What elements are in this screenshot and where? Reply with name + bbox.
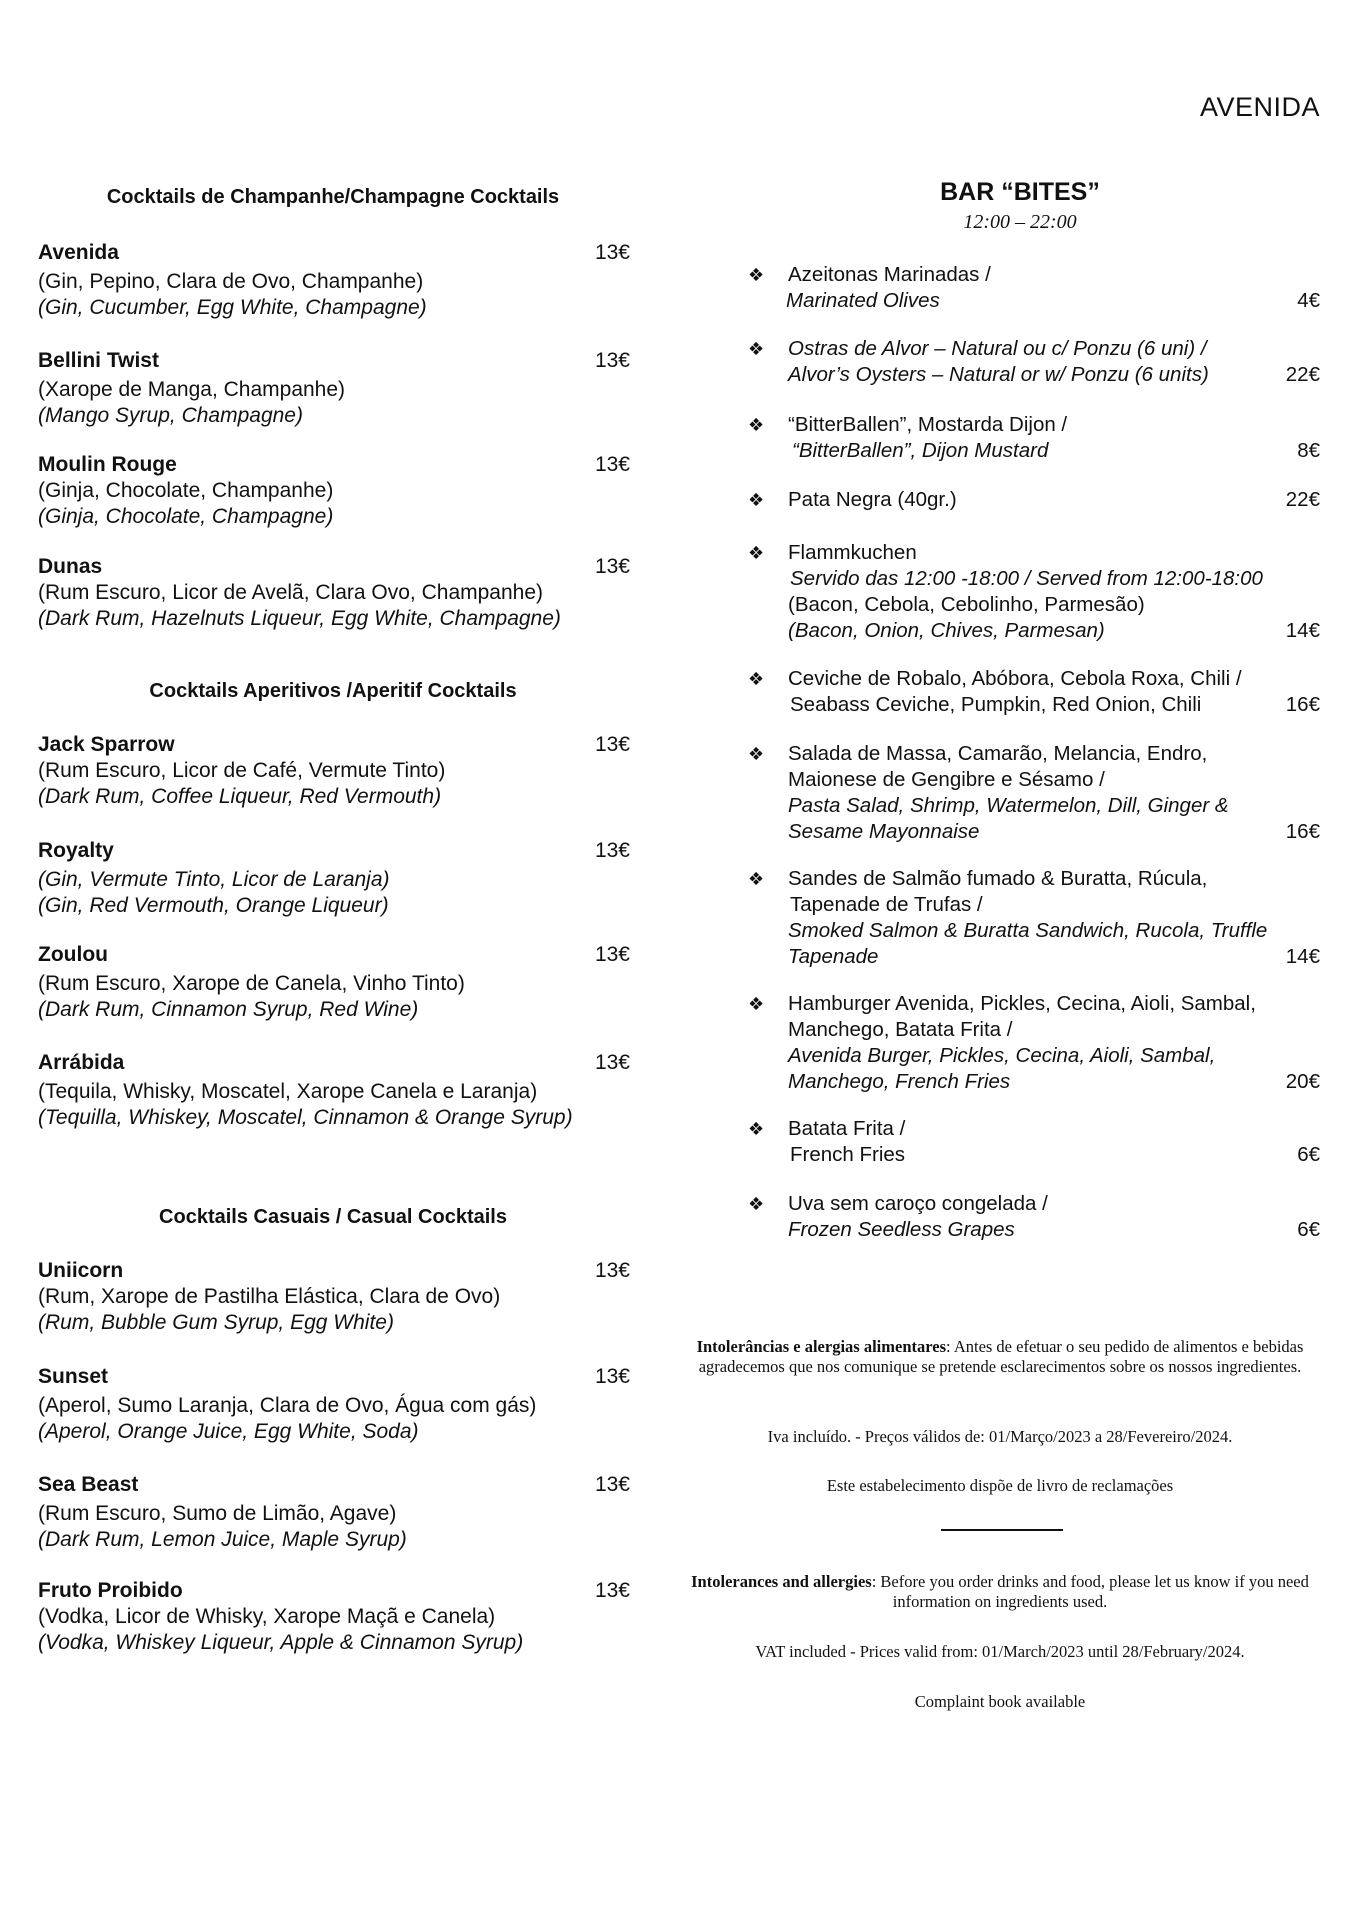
cocktail-price: 13€ xyxy=(594,1051,630,1074)
cocktail-name: Zoulou xyxy=(38,943,108,966)
cocktail-ingredients-en: (Mango Syrup, Champagne) xyxy=(38,404,303,427)
cocktail-item xyxy=(38,838,638,919)
bite-line: Servido das 12:00 -18:00 / Served from 12:00-18:00 xyxy=(790,567,1263,590)
cocktail-ingredients-pt: (Vodka, Licor de Whisky, Xarope Maçã e Canela) xyxy=(38,1605,496,1628)
section-title: Cocktails de Champanhe/Champagne Cocktails xyxy=(106,186,560,208)
bite-price: 14€ xyxy=(1285,945,1320,968)
cocktail-ingredients-pt: (Ginja, Chocolate, Champanhe) xyxy=(38,479,334,502)
bite-line: Manchego, Batata Frita / xyxy=(788,1018,1013,1041)
bite-line: Azeitonas Marinadas / xyxy=(788,263,991,286)
cocktail-ingredients-en: (Vodka, Whiskey Liqueur, Apple & Cinnamon Syrup) xyxy=(38,1631,524,1654)
bite-line: “BitterBallen”, Mostarda Dijon / xyxy=(788,413,1068,436)
cocktail-item xyxy=(38,554,638,632)
bite-price: 14€ xyxy=(1285,619,1320,642)
bite-price: 20€ xyxy=(1285,1070,1320,1093)
cocktail-ingredients-pt: (Gin, Pepino, Clara de Ovo, Champanhe) xyxy=(38,270,424,293)
cocktail-section xyxy=(38,1206,638,1654)
bite-line: Hamburger Avenida, Pickles, Cecina, Aioli, Sambal, xyxy=(788,992,1256,1015)
cocktail-ingredients-en: (Dark Rum, Hazelnuts Liqueur, Egg White, Champagne) xyxy=(38,607,561,630)
cocktail-ingredients-en: (Dark Rum, Coffee Liqueur, Red Vermouth) xyxy=(38,785,442,808)
bullet-icon: ❖ xyxy=(748,994,765,1014)
cocktail-section xyxy=(38,186,638,630)
bite-item xyxy=(680,741,1320,845)
bite-item xyxy=(680,336,1320,388)
bite-line: (Bacon, Cebola, Cebolinho, Parmesão) xyxy=(788,593,1145,616)
cocktail-name: Uniicorn xyxy=(38,1259,124,1282)
cocktail-item xyxy=(38,1364,638,1445)
pt-allergy-heading: Intolerâncias e alergias alimentares xyxy=(696,1337,947,1356)
cocktail-ingredients-en: (Dark Rum, Lemon Juice, Maple Syrup) xyxy=(38,1528,407,1551)
bite-item xyxy=(680,262,1320,314)
cocktail-item xyxy=(38,1050,658,1131)
bite-item xyxy=(680,412,1320,464)
cocktail-price: 13€ xyxy=(594,733,630,756)
cocktail-item xyxy=(38,1258,638,1336)
bite-item xyxy=(680,866,1320,970)
bite-price: 6€ xyxy=(1297,1143,1320,1166)
cocktail-item xyxy=(38,452,638,530)
cocktail-ingredients-en: (Rum, Bubble Gum Syrup, Egg White) xyxy=(38,1311,394,1334)
bite-line: Manchego, French Fries xyxy=(788,1070,1011,1093)
bite-line: Marinated Olives xyxy=(786,289,940,312)
cocktail-item xyxy=(38,732,638,810)
bite-price: 6€ xyxy=(1297,1218,1320,1241)
en-vat-note: VAT included - Prices valid from: 01/March/2023 until 28/February/2024. xyxy=(755,1642,1245,1661)
cocktail-ingredients-en: (Gin, Cucumber, Egg White, Champagne) xyxy=(38,296,427,319)
bullet-icon: ❖ xyxy=(748,744,765,764)
cocktail-price: 13€ xyxy=(594,349,630,372)
cocktail-name: Fruto Proibido xyxy=(38,1579,183,1602)
bullet-icon: ❖ xyxy=(748,869,765,889)
en-allergy-note xyxy=(680,1572,1320,1612)
bite-item xyxy=(680,487,1320,513)
cocktail-name: Moulin Rouge xyxy=(38,453,177,476)
pt-allergy-note xyxy=(680,1337,1320,1377)
bite-price: 16€ xyxy=(1285,820,1320,843)
bullet-icon: ❖ xyxy=(748,490,765,510)
notes-divider xyxy=(941,1529,1063,1531)
cocktail-price: 13€ xyxy=(594,1259,630,1282)
cocktail-price: 13€ xyxy=(594,241,630,264)
cocktail-ingredients-pt: (Aperol, Sumo Laranja, Clara de Ovo, Água com gás) xyxy=(38,1394,537,1417)
bite-price: 22€ xyxy=(1285,488,1320,511)
cocktail-ingredients-pt: (Tequila, Whisky, Moscatel, Xarope Canela e Laranja) xyxy=(38,1080,538,1103)
bar-bites-column xyxy=(680,178,1320,1241)
cocktail-ingredients-pt: (Rum Escuro, Xarope de Canela, Vinho Tinto) xyxy=(38,972,465,995)
bite-line: Seabass Ceviche, Pumpkin, Red Onion, Chili xyxy=(790,693,1202,716)
cocktail-ingredients-pt: (Rum Escuro, Sumo de Limão, Agave) xyxy=(38,1502,397,1525)
cocktail-ingredients-pt: (Rum Escuro, Licor de Avelã, Clara Ovo, Champanhe) xyxy=(38,581,544,604)
bullet-icon: ❖ xyxy=(748,543,765,563)
cocktail-name: Avenida xyxy=(38,241,119,264)
bite-line: Flammkuchen xyxy=(788,541,917,564)
cocktail-ingredients-pt: (Xarope de Manga, Champanhe) xyxy=(38,378,346,401)
cocktail-name: Jack Sparrow xyxy=(38,733,175,756)
bite-item xyxy=(680,540,1320,644)
section-title: Cocktails Casuais / Casual Cocktails xyxy=(159,1206,507,1228)
cocktail-ingredients-en: (Aperol, Orange Juice, Egg White, Soda) xyxy=(38,1420,419,1443)
cocktail-name: Sea Beast xyxy=(38,1473,139,1496)
bullet-icon: ❖ xyxy=(748,669,765,689)
bite-price: 4€ xyxy=(1297,289,1320,312)
bite-line: Maionese de Gengibre e Sésamo / xyxy=(788,768,1105,791)
cocktail-ingredients-en: (Tequilla, Whiskey, Moscatel, Cinnamon & Orange Syrup) xyxy=(38,1106,573,1129)
bite-item xyxy=(680,1191,1320,1243)
bite-item xyxy=(680,666,1320,718)
bite-line: Ceviche de Robalo, Abóbora, Cebola Roxa, Chili / xyxy=(788,667,1242,690)
cocktail-item xyxy=(38,1578,638,1656)
bar-bites-title: BAR “BITES” xyxy=(940,178,1100,206)
cocktail-ingredients-pt: (Rum Escuro, Licor de Café, Vermute Tinto) xyxy=(38,759,446,782)
pt-vat-note: Iva incluído. - Preços válidos de: 01/Março/2023 a 28/Fevereiro/2024. xyxy=(767,1427,1233,1446)
cocktail-price: 13€ xyxy=(594,1473,630,1496)
bullet-icon: ❖ xyxy=(748,1194,765,1214)
cocktail-price: 13€ xyxy=(594,453,630,476)
pt-complaint-note: Este estabelecimento dispõe de livro de reclamações xyxy=(826,1476,1174,1495)
cocktail-item xyxy=(38,942,638,1023)
en-allergy-heading: Intolerances and allergies xyxy=(691,1572,872,1591)
cocktail-ingredients-en: (Ginja, Chocolate, Champagne) xyxy=(38,505,334,528)
cocktail-price: 13€ xyxy=(594,1579,630,1602)
cocktail-name: Dunas xyxy=(38,555,103,578)
bite-line: Sesame Mayonnaise xyxy=(788,820,980,843)
bite-line: Tapenade de Trufas / xyxy=(790,893,983,916)
section-title: Cocktails Aperitivos /Aperitif Cocktails xyxy=(149,680,517,702)
bullet-icon: ❖ xyxy=(748,339,765,359)
cocktail-item xyxy=(38,348,638,429)
bite-price: 16€ xyxy=(1285,693,1320,716)
bite-line: Pata Negra (40gr.) xyxy=(788,488,957,511)
bite-line: Frozen Seedless Grapes xyxy=(788,1218,1015,1241)
bite-item xyxy=(680,991,1320,1095)
cocktail-ingredients-pt: (Gin, Vermute Tinto, Licor de Laranja) xyxy=(38,868,390,891)
cocktail-name: Bellini Twist xyxy=(38,349,159,372)
bite-line: Tapenade xyxy=(788,945,879,968)
bite-line: Uva sem caroço congelada / xyxy=(788,1192,1048,1215)
bite-line: Smoked Salmon & Buratta Sandwich, Rucola, Truffle xyxy=(788,919,1268,942)
en-complaint-note: Complaint book available xyxy=(914,1692,1086,1711)
bite-line: French Fries xyxy=(790,1143,906,1166)
bite-line: Salada de Massa, Camarão, Melancia, Endro, xyxy=(788,742,1208,765)
cocktail-price: 13€ xyxy=(594,839,630,862)
cocktail-name: Sunset xyxy=(38,1365,109,1388)
bite-line: Sandes de Salmão fumado & Buratta, Rúcula, xyxy=(788,867,1208,890)
cocktail-item xyxy=(38,240,638,321)
bite-line: Alvor’s Oysters – Natural or w/ Ponzu (6 units) xyxy=(788,363,1209,386)
bite-price: 8€ xyxy=(1297,439,1320,462)
cocktail-name: Arrábida xyxy=(38,1051,125,1074)
bite-price: 22€ xyxy=(1285,363,1320,386)
bite-line: Avenida Burger, Pickles, Cecina, Aioli, Sambal, xyxy=(788,1044,1216,1067)
bullet-icon: ❖ xyxy=(748,1119,765,1139)
cocktail-name: Royalty xyxy=(38,839,114,862)
bite-line: Pasta Salad, Shrimp, Watermelon, Dill, Ginger & xyxy=(788,794,1229,817)
bite-item xyxy=(680,1116,1320,1168)
bite-line: Batata Frita / xyxy=(788,1117,906,1140)
cocktail-section xyxy=(38,680,638,1129)
cocktail-price: 13€ xyxy=(594,943,630,966)
bullet-icon: ❖ xyxy=(748,415,765,435)
cocktail-item xyxy=(38,1472,638,1553)
bar-bites-hours: 12:00 – 22:00 xyxy=(963,211,1077,233)
bite-line: Ostras de Alvor – Natural ou c/ Ponzu (6 uni) / xyxy=(788,337,1207,360)
cocktail-ingredients-en: (Gin, Red Vermouth, Orange Liqueur) xyxy=(38,894,389,917)
cocktail-price: 13€ xyxy=(594,555,630,578)
pt-allergy-text: : Antes de efetuar o seu pedido de alimentos e bebidas agradecemos que nos comunique se pretende esclarecimentos sobre os nossos ingredientes. xyxy=(698,1337,1304,1376)
bullet-icon: ❖ xyxy=(748,265,765,285)
bite-line: (Bacon, Onion, Chives, Parmesan) xyxy=(788,619,1105,642)
cocktail-ingredients-en: (Dark Rum, Cinnamon Syrup, Red Wine) xyxy=(38,998,419,1021)
en-allergy-text: : Before you order drinks and food, please let us know if you need information on ingredients used. xyxy=(871,1572,1309,1611)
cocktail-ingredients-pt: (Rum, Xarope de Pastilha Elástica, Clara de Ovo) xyxy=(38,1285,501,1308)
cocktail-price: 13€ xyxy=(594,1365,630,1388)
bite-line: “BitterBallen”, Dijon Mustard xyxy=(792,439,1049,462)
brand-title: AVENIDA xyxy=(1199,92,1320,122)
